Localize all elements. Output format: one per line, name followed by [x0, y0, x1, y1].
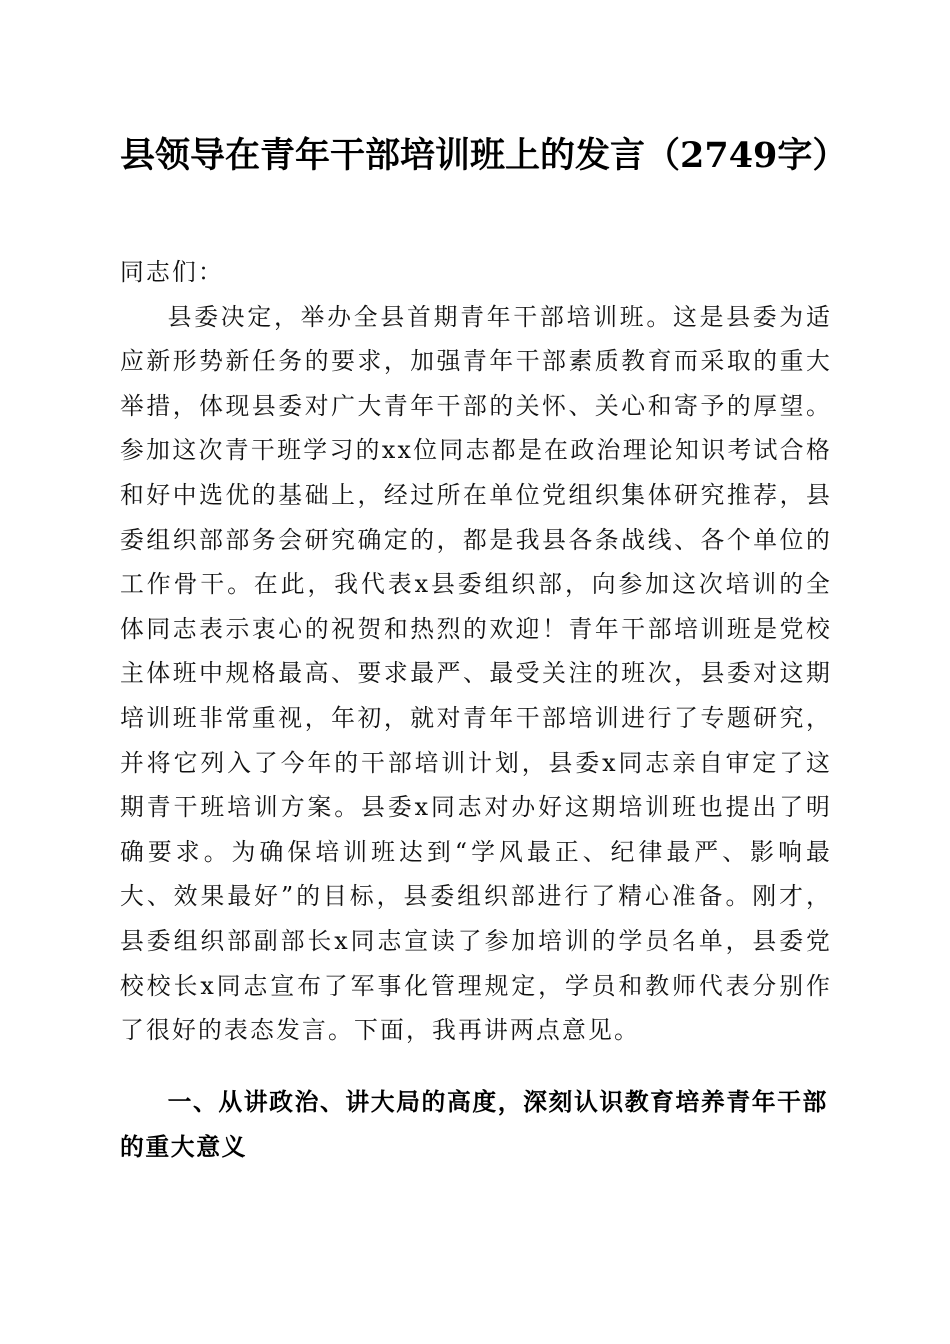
- body-paragraph: 县委决定，举办全县首期青年干部培训班。这是县委为适应新形势新任务的要求，加强青年干部素质教育而采取的重大举措，体现县委对广大青年干部的关怀、关心和寄予的厚望。参加这次青干班学习的xx位同志都是在政治理论知识考试合格和好中选优的基础上，经过所在单位党组织集体研究推荐，县委组织部部务会研究确定的，都是我县各条战线、各个单位的工作骨干。在此，我代表x县委组织部，向参加这次培训的全体同志表示衷心的祝贺和热烈的欢迎！青年干部培训班是党校主体班中规格最高、要求最严、最受关注的班次，县委对这期培训班非常重视，年初，就对青年干部培训进行了专题研究，并将它列入了今年的干部培训计划，县委x同志亲自审定了这期青干班培训方案。县委x同志对办好这期培训班也提出了明确要求。为确保培训班达到“学风最正、纪律最严、影响最大、效果最好”的目标，县委组织部进行了精心准备。刚才，县委组织部副部长x同志宣读了参加培训的学员名单，县委党校校长x同志宣布了军事化管理规定，学员和教师代表分别作了很好的表态发言。下面，我再讲两点意见。: [120, 302, 832, 1045]
- section-heading: 一、从讲政治、讲大局的高度，深刻认识教育培养青年干部的重大意义: [120, 1088, 828, 1161]
- document-title: 县领导在青年干部培训班上的发言（2749字）: [120, 135, 848, 176]
- document-body: [120, 250, 832, 1053]
- salutation: 同志们：: [120, 258, 224, 286]
